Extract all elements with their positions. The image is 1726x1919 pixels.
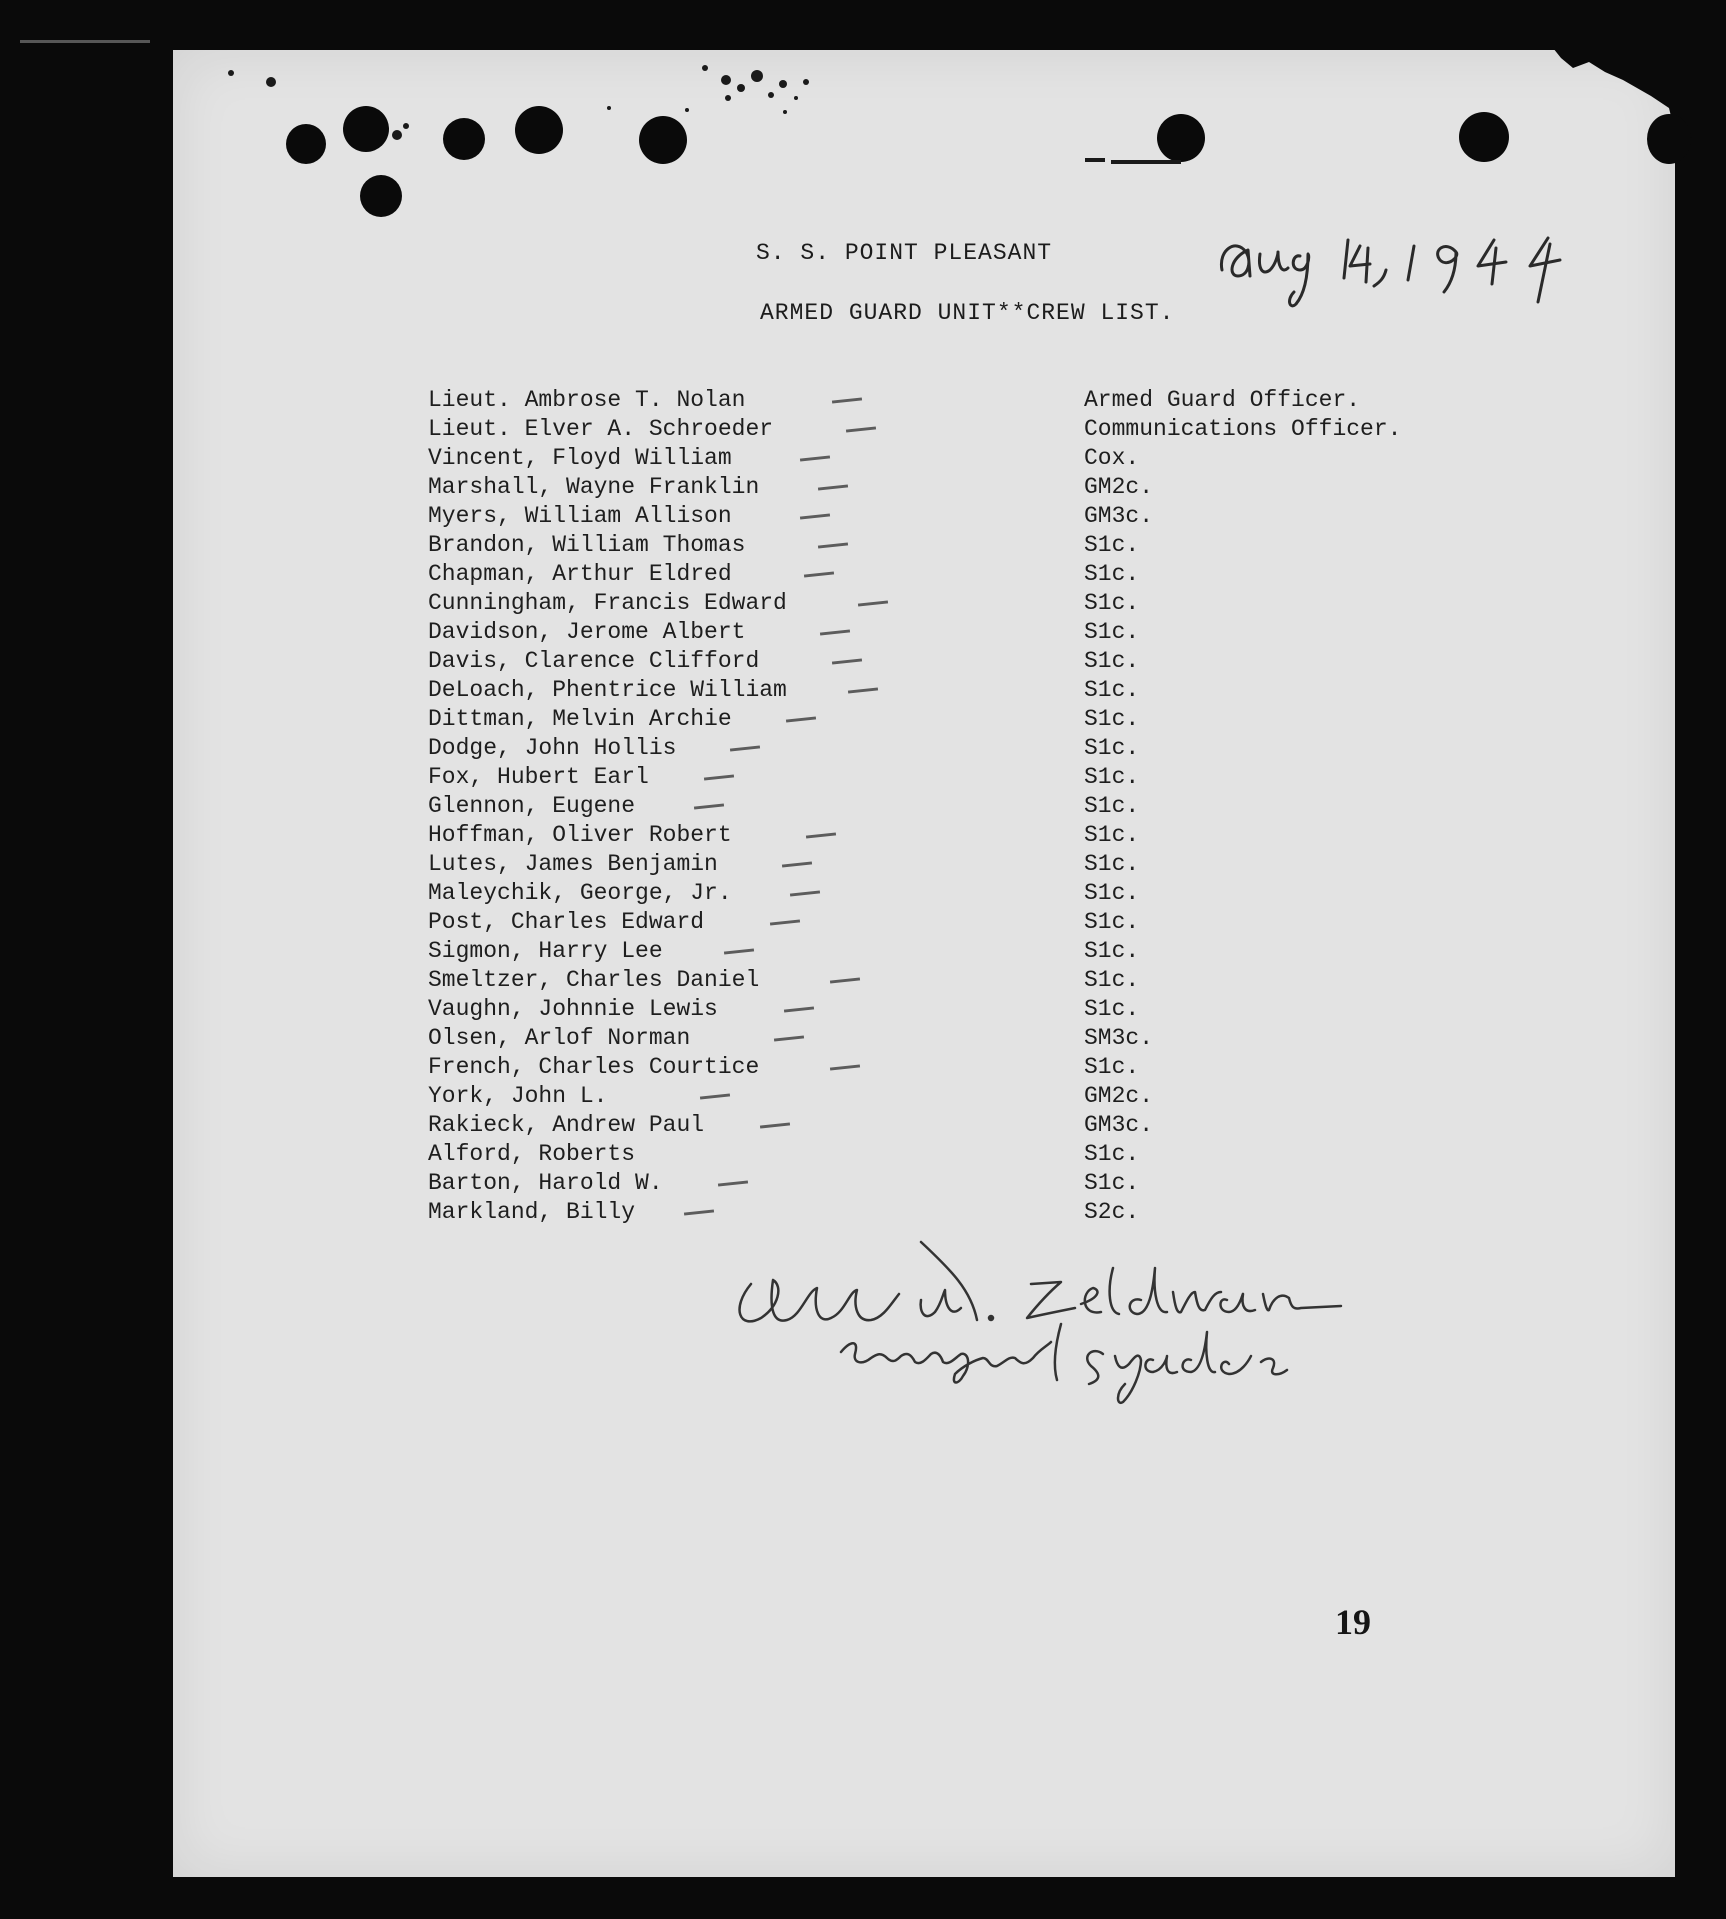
crew-name: Davis, Clarence Clifford [428,648,760,674]
crew-name: Alford, Roberts [428,1141,636,1167]
crew-rating: S1c. [1084,764,1140,790]
check-mark [846,426,876,432]
crew-row [428,966,1578,995]
crew-row [428,386,1578,415]
crew-row [428,734,1578,763]
crew-rating: GM2c. [1084,474,1154,500]
check-mark [800,455,830,461]
crew-row [428,937,1578,966]
crew-rating: S1c. [1084,590,1140,616]
crew-name: Post, Charles Edward [428,909,705,935]
crew-row [428,850,1578,879]
crew-row [428,705,1578,734]
check-mark [800,513,830,519]
crew-rating: S1c. [1084,561,1140,587]
handwritten-date [1208,212,1608,322]
crew-name: Myers, William Allison [428,503,732,529]
crew-rating: S1c. [1084,822,1140,848]
crew-row [428,995,1578,1024]
crew-rating: S2c. [1084,1199,1140,1225]
crew-rating: S1c. [1084,851,1140,877]
crew-row [428,502,1578,531]
crew-rating: S1c. [1084,1141,1140,1167]
inspector-signature [721,1180,1421,1410]
crew-rating: GM2c. [1084,1083,1154,1109]
crew-name: Olsen, Arlof Norman [428,1025,691,1051]
crew-name: Barton, Harold W. [428,1170,663,1196]
check-mark [804,571,834,577]
crew-row [428,415,1578,444]
crew-row [428,879,1578,908]
crew-rating: S1c. [1084,793,1140,819]
crew-name: Rakieck, Andrew Paul [428,1112,705,1138]
crew-name: Dittman, Melvin Archie [428,706,732,732]
crew-rating: S1c. [1084,1054,1140,1080]
crew-rating: SM3c. [1084,1025,1154,1051]
crew-name: Vincent, Floyd William [428,445,732,471]
crew-rating: GM3c. [1084,503,1154,529]
crew-row [428,560,1578,589]
check-mark [858,600,888,606]
crew-name: Glennon, Eugene [428,793,636,819]
crew-name: Fox, Hubert Earl [428,764,649,790]
crew-row [428,473,1578,502]
check-mark [806,832,836,838]
check-mark [786,716,816,722]
page-number: 19 [1335,1602,1371,1642]
crew-row [428,531,1578,560]
check-mark [684,1209,714,1215]
crew-rating: S1c. [1084,706,1140,732]
crew-rating: S1c. [1084,677,1140,703]
crew-rating: GM3c. [1084,1112,1154,1138]
crew-list [428,386,1578,1227]
crew-row [428,1024,1578,1053]
crew-name: Vaughn, Johnnie Lewis [428,996,718,1022]
crew-row [428,676,1578,705]
crew-name: French, Charles Courtice [428,1054,760,1080]
crew-row [428,792,1578,821]
crew-name: Markland, Billy [428,1199,636,1225]
crew-row [428,1053,1578,1082]
crew-name: Smeltzer, Charles Daniel [428,967,760,993]
crew-name: Lieut. Ambrose T. Nolan [428,387,746,413]
check-mark [830,1064,860,1070]
crew-name: Hoffman, Oliver Robert [428,822,732,848]
check-mark [694,803,724,809]
crew-rating: S1c. [1084,909,1140,935]
crew-name: Cunningham, Francis Edward [428,590,787,616]
crew-rating: Armed Guard Officer. [1084,387,1361,413]
crew-name: Sigmon, Harry Lee [428,938,663,964]
crew-rating: S1c. [1084,1170,1140,1196]
crew-rating: S1c. [1084,938,1140,964]
crew-row [428,908,1578,937]
crew-row [428,589,1578,618]
check-mark [700,1093,730,1099]
crew-rating: S1c. [1084,648,1140,674]
crew-rating: Cox. [1084,445,1140,471]
check-mark [790,890,820,896]
crew-row [428,1082,1578,1111]
check-mark [832,397,862,403]
check-mark [770,919,800,925]
crew-rating: S1c. [1084,996,1140,1022]
check-mark [774,1035,804,1041]
scan-streak [20,40,150,43]
crew-rating: S1c. [1084,967,1140,993]
crew-name: York, John L. [428,1083,608,1109]
crew-rating: Communications Officer. [1084,416,1402,442]
crew-name: Brandon, William Thomas [428,532,746,558]
crew-name: Chapman, Arthur Eldred [428,561,732,587]
check-mark [818,484,848,490]
crew-row [428,821,1578,850]
crew-name: Marshall, Wayne Franklin [428,474,760,500]
check-mark [820,629,850,635]
crew-rating: S1c. [1084,735,1140,761]
check-mark [818,542,848,548]
check-mark [782,861,812,867]
crew-name: Lutes, James Benjamin [428,851,718,877]
crew-rating: S1c. [1084,619,1140,645]
check-mark [730,745,760,751]
crew-name: Lieut. Elver A. Schroeder [428,416,774,442]
crew-name: Dodge, John Hollis [428,735,677,761]
crew-row [428,444,1578,473]
crew-rating: S1c. [1084,532,1140,558]
check-mark [704,774,734,780]
check-mark [848,687,878,693]
crew-row [428,647,1578,676]
check-mark [830,977,860,983]
crew-name: DeLoach, Phentrice William [428,677,787,703]
crew-rating: S1c. [1084,880,1140,906]
crew-row [428,1140,1578,1169]
document-page [173,50,1675,1877]
ship-name: S. S. POINT PLEASANT [756,240,1053,266]
crew-row [428,1111,1578,1140]
check-mark [724,948,754,954]
crew-name: Davidson, Jerome Albert [428,619,746,645]
check-mark [832,658,862,664]
crew-row [428,618,1578,647]
crew-row [428,763,1578,792]
crew-name: Maleychik, George, Jr. [428,880,732,906]
crew-list-title: ARMED GUARD UNIT**CREW LIST. [760,300,1175,326]
check-mark [784,1006,814,1012]
check-mark [760,1122,790,1128]
